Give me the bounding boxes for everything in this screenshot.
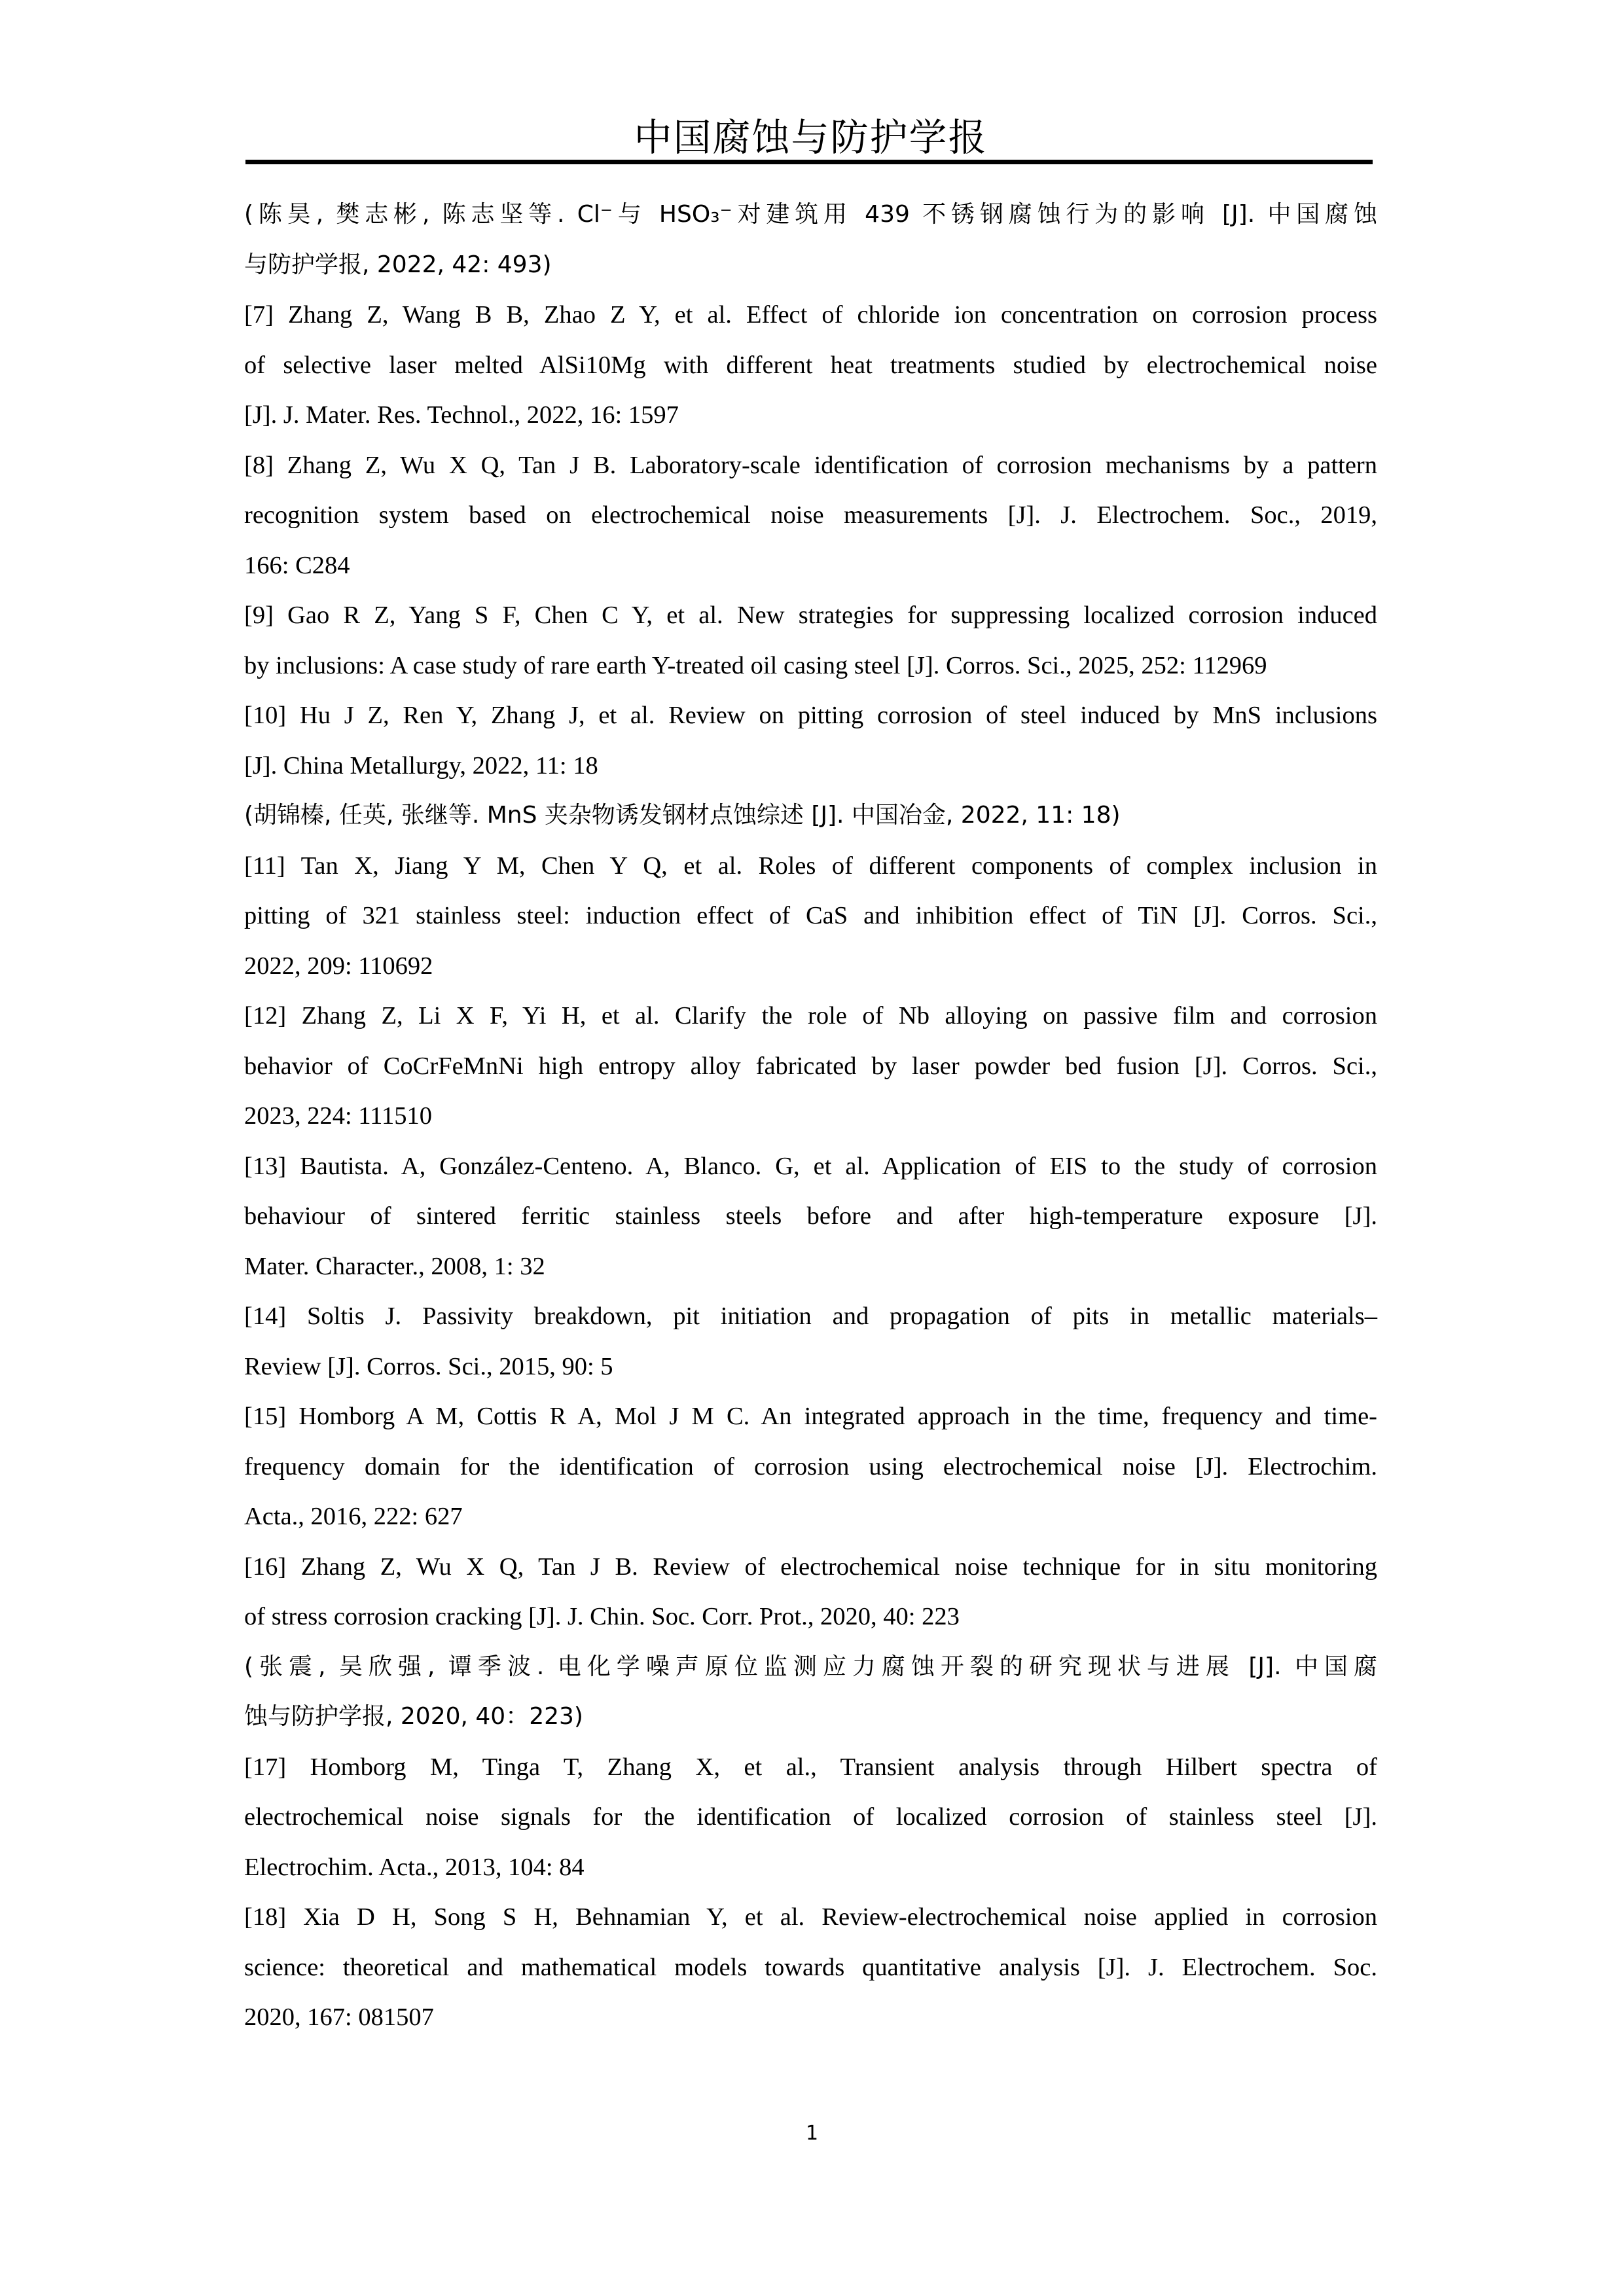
- reference-line: 与防护学报, 2022, 42: 493): [244, 251, 552, 278]
- reference-entry: [244, 590, 1377, 691]
- reference-entry: [244, 791, 1377, 841]
- reference-line: (陈昊, 樊志彬, 陈志坚等. Cl⁻与 HSO₃⁻对建筑用 439 不锈钢腐蚀行为的影响 [J]. 中国腐蚀: [244, 201, 1377, 228]
- reference-line: [9] Gao R Z, Yang S F, Chen C Y, et al. New strategies for suppressing localized corrosion induced: [244, 601, 1377, 629]
- reference-line: Acta., 2016, 222: 627: [244, 1503, 463, 1530]
- reference-entry: [244, 1141, 1377, 1292]
- reference-line: 2022, 209: 110692: [244, 952, 433, 980]
- reference-line: Review [J]. Corros. Sci., 2015, 90: 5: [244, 1352, 613, 1380]
- reference-line: science: theoretical and mathematical models towards quantitative analysis [J]. J. Electrochem. Soc.: [244, 1953, 1377, 1981]
- reference-line: of selective laser melted AlSi10Mg with different heat treatments studied by electrochemical noise: [244, 351, 1377, 379]
- reference-line: [J]. J. Mater. Res. Technol., 2022, 16: 1597: [244, 401, 679, 429]
- reference-entry: [244, 1291, 1377, 1391]
- reference-entry: [244, 1892, 1377, 2043]
- reference-line: [17] Homborg M, Tinga T, Zhang X, et al., Transient analysis through Hilbert spectra of: [244, 1753, 1377, 1781]
- reference-line: [14] Soltis J. Passivity breakdown, pit initiation and propagation of pits in metallic materials–: [244, 1302, 1377, 1330]
- reference-line: [7] Zhang Z, Wang B B, Zhao Z Y, et al. Effect of chloride ion concentration on corrosion process: [244, 301, 1377, 329]
- reference-line: 166: C284: [244, 551, 350, 579]
- reference-line: [15] Homborg A M, Cottis R A, Mol J M C. An integrated approach in the time, frequency and time-: [244, 1403, 1377, 1430]
- reference-line: Mater. Character., 2008, 1: 32: [244, 1252, 545, 1280]
- reference-line: Electrochim. Acta., 2013, 104: 84: [244, 1853, 585, 1881]
- reference-line: behavior of CoCrFeMnNi high entropy alloy fabricated by laser powder bed fusion [J]. Corros. Sci.,: [244, 1052, 1377, 1080]
- reference-entry: [244, 1642, 1377, 1742]
- reference-line: [10] Hu J Z, Ren Y, Zhang J, et al. Review on pitting corrosion of steel induced by MnS inclusions: [244, 702, 1377, 729]
- reference-line: (胡锦榛, 任英, 张继等. MnS 夹杂物诱发钢材点蚀综述 [J]. 中国冶金, 2022, 11: 18): [244, 802, 1121, 829]
- header-divider: [245, 160, 1373, 164]
- reference-line: [J]. China Metallurgy, 2022, 11: 18: [244, 751, 598, 780]
- reference-list: [244, 190, 1377, 2043]
- journal-header-title: 中国腐蚀与防护学报: [634, 115, 988, 160]
- reference-entry: [244, 1742, 1377, 1893]
- reference-line: recognition system based on electrochemical noise measurements [J]. J. Electrochem. Soc., 2019,: [244, 501, 1377, 529]
- reference-line: 蚀与防护学报, 2020, 40：223): [244, 1703, 583, 1730]
- page-number: 1: [805, 2122, 819, 2145]
- reference-line: pitting of 321 stainless steel: induction effect of CaS and inhibition effect of TiN [J]. Corros. Sci.,: [244, 902, 1377, 929]
- reference-entry: [244, 691, 1377, 791]
- reference-entry: [244, 1391, 1377, 1542]
- reference-line: 2023, 224: 111510: [244, 1102, 432, 1130]
- reference-line: frequency domain for the identification of corrosion using electrochemical noise [J]. Electrochim.: [244, 1452, 1377, 1480]
- reference-entry: [244, 1542, 1377, 1642]
- reference-line: of stress corrosion cracking [J]. J. Chin. Soc. Corr. Prot., 2020, 40: 223: [244, 1603, 960, 1630]
- reference-line: [13] Bautista. A, González-Centeno. A, Blanco. G, et al. Application of EIS to the study of corrosion: [244, 1152, 1377, 1180]
- reference-entry: [244, 190, 1377, 290]
- reference-line: [12] Zhang Z, Li X F, Yi H, et al. Clarify the role of Nb alloying on passive film and corrosion: [244, 1002, 1377, 1030]
- reference-entry: [244, 440, 1377, 591]
- reference-line: [18] Xia D H, Song S H, Behnamian Y, et al. Review-electrochemical noise applied in corrosion: [244, 1903, 1377, 1931]
- reference-line: behaviour of sintered ferritic stainless steels before and after high-temperature exposure [J].: [244, 1202, 1377, 1230]
- reference-line: [16] Zhang Z, Wu X Q, Tan J B. Review of electrochemical noise technique for in situ monitoring: [244, 1552, 1377, 1581]
- reference-line: electrochemical noise signals for the identification of localized corrosion of stainless steel [J].: [244, 1803, 1377, 1831]
- reference-line: [8] Zhang Z, Wu X Q, Tan J B. Laboratory-scale identification of corrosion mechanisms by a pattern: [244, 451, 1377, 479]
- reference-line: (张震, 吴欣强, 谭季波. 电化学噪声原位监测应力腐蚀开裂的研究现状与进展 [J]. 中国腐: [244, 1653, 1377, 1680]
- reference-entry: [244, 991, 1377, 1141]
- reference-line: [11] Tan X, Jiang Y M, Chen Y Q, et al. Roles of different components of complex inclusion in: [244, 852, 1377, 880]
- reference-line: 2020, 167: 081507: [244, 2003, 434, 2031]
- reference-entry: [244, 841, 1377, 992]
- reference-line: by inclusions: A case study of rare earth Y-treated oil casing steel [J]. Corros. Sci., 2025, 252: 112969: [244, 651, 1267, 679]
- reference-entry: [244, 290, 1377, 440]
